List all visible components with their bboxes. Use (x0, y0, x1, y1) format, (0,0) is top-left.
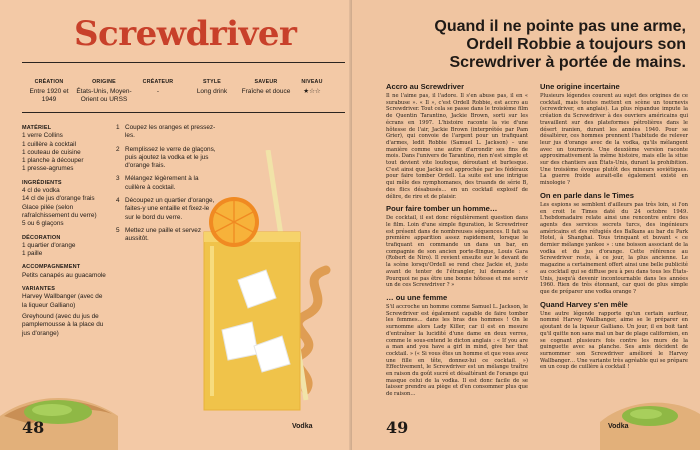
section-text: Les espions se semblent d'ailleurs pas très loin, si l'on en croit le Times daté du 24 octobre 1949. L'hebdomadaire relate ainsi une rencontre entre des agents des services secrets turcs, des ingénieurs américains et des réfugiés des Balkans au bar du Park Hotel, à Shanghai. Tous trinquant et buvant « ce dernier mélange yankee » : une boisson associant de la vodka et du jus d'orange. Cette référence au Screwdriver reste, à ce jour, la plus ancienne. Le magazine a certainement offert ainsi une belle publicité au cocktail qui se diffuse peu à peu dans tous les États-Unis, jusqu'à devenir incontournable dans les années 1960. Rien de très étonnant, car quoi de plus simple que de préparer une vodka orange ? (540, 201, 688, 295)
step-item: 4 Découpez un quartier d'orange, faites-y une entaille et fixez-le sur le bord du verre. (116, 197, 215, 221)
list-item: 14 cl de jus d'orange frais (22, 195, 95, 203)
meta-creation: CRÉATION Entre 1920 et 1949 (29, 79, 69, 103)
list-item: 1 planche à découper (22, 157, 84, 165)
ingredients-list (22, 124, 106, 338)
list-item: Glace pilée (selon rafraîchissement du verre) (22, 203, 97, 219)
meta-origin: ORIGINE États-Unis, Moyen-Orient ou URSS (76, 79, 132, 103)
meta-flavor: SAVEUR Fraîche et douce (241, 79, 291, 95)
ingredients-heading: INGRÉDIENTS (22, 179, 62, 186)
list-item: Harvey Wallbanger (avec de la liqueur Galliano) (22, 293, 103, 309)
page-number-left: 48 (22, 418, 45, 437)
list-item: 4 cl de vodka (22, 187, 60, 195)
list-item: Petits canapés au guacamole (22, 271, 106, 279)
meta-style: STYLE Long drink (196, 79, 228, 95)
page-number-right: 49 (386, 418, 409, 437)
level-stars: ★☆☆ (303, 88, 321, 95)
article-column-2 (540, 82, 688, 371)
section-heading: Pour faire tomber un homme… (386, 204, 498, 214)
list-item: 1 verre Collins (22, 132, 63, 140)
section-text: Il ne l'aime pas, il l'adore. Il s'en abuse pas, il en « surabuse ». « Il », c'est Ordell Robbie, est accro au Screwdriver. Tout cela se passe dans le troisième film de Quentin Tarantino, Jackie Brown, sorti sur les écrans en 1997. L'histoire raconte la vie d'une hôtesse de l'air, Jackie Brown (interprétée par Pam Grier), qui convoie de l'argent pour un trafiquant d'armes, ledit Robbie (Samuel L. Jackson) – une manière comme une autre d'arrondir ses fins de mois. Dans l'univers de Tarantino, rien n'est simple et tout devient vite loufoque, déroutant et burlesque. C'est ainsi que Jackie est approchée par les fédéraux pour faire tomber Ordell. La suite est une intrigue qui mêle des nymphomanes, des truands de série B, des flics désabusés… en un cocktail explosif de délire, de rire et de plaisir. (386, 93, 528, 200)
section-text: De cocktail, il est donc régulièrement question dans le film. Loin d'une simple figuration, le Screwdriver est présent dans de nombreuses séquences. Il fait sa première apparition assez rapidement, lorsque le trafiquant en commande un dans un bar, en compagnie de son ancien porte-flingue, Louis Gara (Robert de Niro). Il revient ensuite sur le devant de la scène lorsqu'Ordell se rend chez Jackie et, juste avant de tenter de l'étrangler, lui demande : « Pourquoi ne pas être une bonne hôtesse et me servir un de ces Screwdriver ? » (386, 215, 528, 289)
list-item: 1 cuillère à cocktail (22, 140, 76, 148)
ingredients-heading: VARIANTES (22, 286, 56, 293)
guacamole-toast-illustration (600, 380, 700, 450)
list-item: 1 paille (22, 250, 43, 258)
section-text: Une autre légende rapporte qu'un certain surfeur, nommé Harvey Wallbanger, aime se le préparer en ajoutant de la liqueur Galliano. Un jour, il en boit tant qu'il quitte non sans mal un bar de plage californien, en se cognant plusieurs fois contre les murs de la guinguette avec sa planche. Ses amis décident de surnommer son Screwdriver amélioré le Harvey Wallbanger… Une variante très agréable qui se prépare en un coup de cuillère à cocktail ! (540, 310, 688, 371)
step-item: 2 Remplissez le verre de glaçons, puis ajoutez la vodka et le jus d'orange frais. (116, 145, 216, 170)
list-item: 1 quartier d'orange (22, 241, 76, 249)
meta-rule (22, 112, 345, 113)
section-heading: … ou une femme (386, 292, 448, 302)
list-item: 1 presse-agrumes (22, 165, 74, 173)
section-heading: On en parle dans le Times (540, 190, 634, 200)
running-head-left: Vodka (292, 423, 313, 430)
list-item: 1 couteau de cuisine (22, 148, 81, 156)
guacamole-toast-illustration (0, 376, 120, 450)
title-rule (22, 62, 345, 63)
recipe-meta (22, 78, 347, 104)
section-text: S'il accroche un homme comme Samuel L. Jackson, le Screwdriver est également capable de faire tomber les femmes… dans les bras des hommes ! On le surnomme alors Lady Killer, car il est en mesure d'entraîner la lucidité d'une dame en deux verres, comme le sous-entend le dicton anglais : « If you are a man and you have a girl in mind, give her that cocktail. » (« Si vous êtes un homme et que vous avez une fille en tête, donnez-lui ce cocktail. ») Effectivement, le Screwdriver est un mélange traître en raison du goût sucré et désaltérant de l'orange qui masque celui de la vodka. Il est donc facile de se laisser prendre au piège et d'en consommer plus que de raison… (386, 303, 528, 398)
meta-creator: CRÉATEUR - (142, 79, 174, 95)
cocktail-glass-illustration (176, 150, 346, 420)
ingredients-heading: ACCOMPAGNEMENT (22, 264, 81, 271)
article-headline: Quand il ne pointe pas une arme, Ordell Robbie a toujours son Screwdriver à portée de mains. (434, 18, 686, 71)
section-heading: Accro au Screwdriver (386, 82, 465, 91)
section-heading: Quand Harvey s'en mêle (540, 299, 628, 309)
ingredients-heading: MATÉRIEL (22, 125, 52, 131)
section-heading: Une origine incertaine (540, 82, 620, 91)
running-head-right: Vodka (608, 423, 629, 430)
meta-level: NIVEAU ★☆☆ (292, 78, 332, 104)
ingredients-heading: DÉCORATION (22, 234, 61, 241)
recipe-title: Screwdriver (74, 14, 297, 54)
section-text: Plusieurs légendes courent au sujet des origines de ce cocktail, mais toutes mettent en scène un tournevis (screwdriver, en anglais). La plus répandue impute la création du Screwdriver à des ouvriers américains qui travaillent sur des plateformes pétrolières dans le désert iranien, durant les années 1940. Pour se désaltérer, ces hommes prennent l'habitude de relever leur jus d'orange avec de la vodka, qu'ils mélangent avec un tournevis. Une deuxième version raconte approximativement la même histoire, mais elle la situe sur des chantiers aux États-Unis, durant la prohibition. Une troisième évoque plutôt des mineurs soviétiques. La guerre froide aurait-elle également existé en mixologie ? (540, 93, 688, 187)
step-item: 3 Mélangez légèrement à la cuillère à cocktail. (116, 175, 199, 191)
list-item: Greyhound (avec du jus de pamplemousse à la place du jus d'orange) (22, 312, 104, 337)
step-item: 1 Coupez les oranges et pressez-les. (116, 124, 216, 140)
list-item: 5 ou 6 glaçons (22, 220, 64, 228)
step-item: 5 Mettez une paille et servez aussitôt. (116, 226, 202, 243)
article-column-1 (386, 82, 528, 398)
